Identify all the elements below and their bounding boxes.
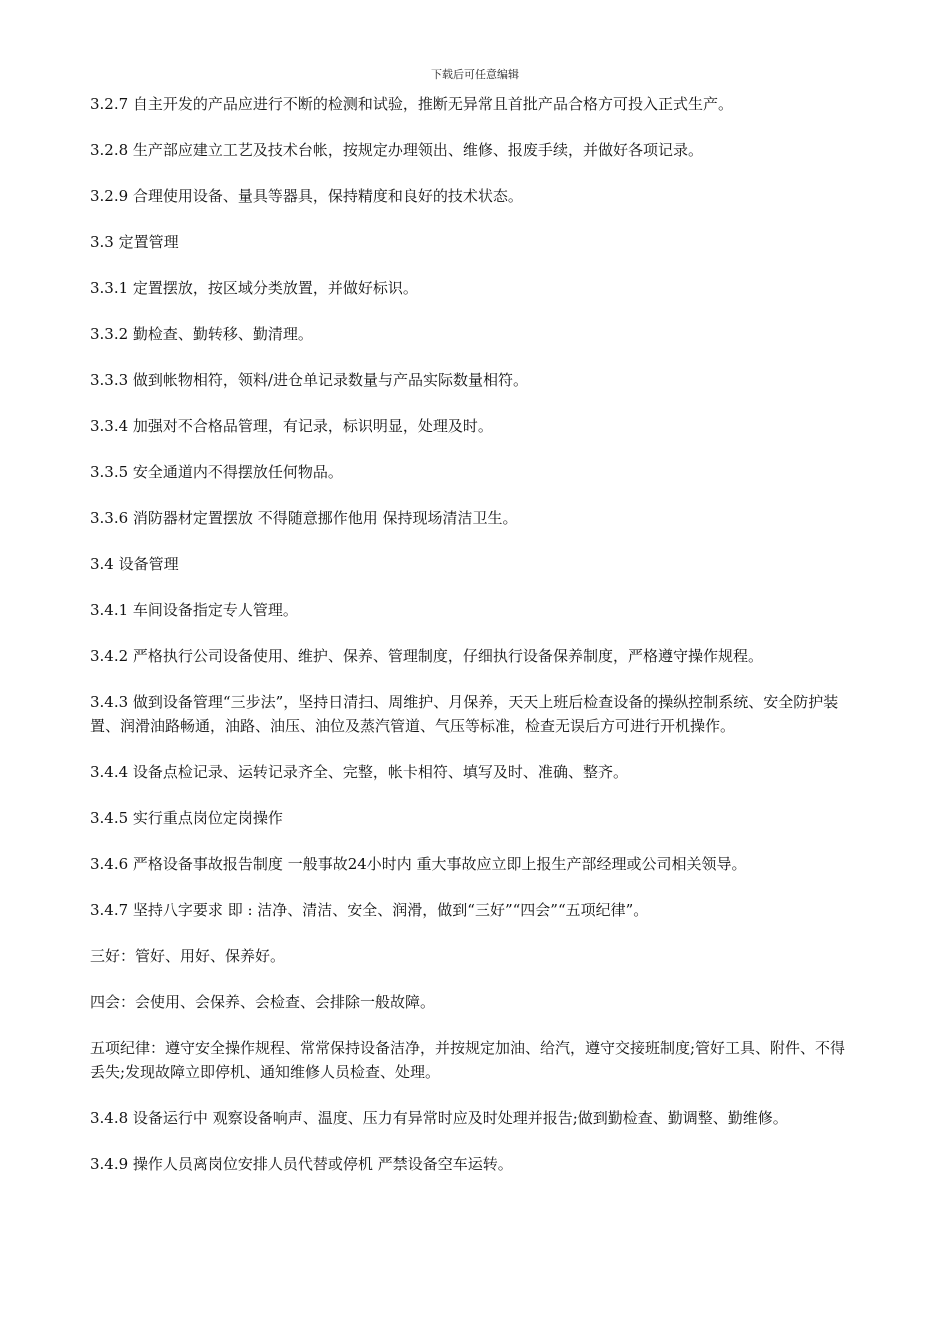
paragraph-3-4-2: 3.4.2 严格执行公司设备使用、维护、保养、管理制度，仔细执行设备保养制度，严格遵守操作规程。	[90, 647, 763, 665]
paragraph-3-4-9: 3.4.9 操作人员离岗位安排人员代替或停机 严禁设备空车运转。	[90, 1155, 513, 1173]
paragraph-3-4-8: 3.4.8 设备运行中 观察设备响声、温度、压力有异常时应及时处理并报告;做到勤检查、勤调整、勤维修。	[90, 1109, 788, 1127]
paragraph-3-3-6: 3.3.6 消防器材定置摆放 不得随意挪作他用 保持现场清洁卫生。	[90, 509, 518, 527]
paragraph-3-2-7: 3.2.7 自主开发的产品应进行不断的检测和试验，推断无异常且首批产品合格方可投入正式生产。	[90, 95, 733, 113]
paragraph-five-disciplines: 五项纪律：遵守安全操作规程、常常保持设备洁净，并按规定加油、给汽，遵守交接班制度;管好工具、附件、不得丢失;发现故障立即停机、通知维修人员检查、处理。	[90, 1039, 846, 1081]
paragraph-3-4-7: 3.4.7 坚持八字要求 即 : 洁净、清洁、安全、润滑，做到“三好”“四会”“五项纪律”。	[90, 901, 649, 919]
paragraph-3-4-3: 3.4.3 做到设备管理“三步法”，坚持日清扫、周维护、月保养，天天上班后检查设备的操纵控制系统、安全防护装置、润滑油路畅通，油路、油压、油位及蒸汽管道、气压等标准，检查无误后方可进行开机操作。	[90, 693, 839, 735]
paragraph-3-4-4: 3.4.4 设备点检记录、运转记录齐全、完整，帐卡相符、填写及时、准确、整齐。	[90, 763, 628, 781]
paragraph-3-3-4: 3.3.4 加强对不合格品管理，有记录，标识明显，处理及时。	[90, 417, 493, 435]
paragraph-four-can: 四会：会使用、会保养、会检查、会排除一般故障。	[90, 993, 436, 1011]
paragraph-3-4-6: 3.4.6 严格设备事故报告制度 一般事故24小时内 重大事故应立即上报生产部经理或公司相关领导。	[90, 855, 747, 873]
paragraph-3-2-8: 3.2.8 生产部应建立工艺及技术台帐，按规定办理领出、维修、报废手续，并做好各项记录。	[90, 141, 703, 159]
header-note: 下载后可任意编辑	[431, 68, 519, 81]
paragraph-3-3-2: 3.3.2 勤检查、勤转移、勤清理。	[90, 325, 313, 343]
paragraph-3-4-1: 3.4.1 车间设备指定专人管理。	[90, 601, 298, 619]
paragraph-3-3-1: 3.3.1 定置摆放，按区域分类放置，并做好标识。	[90, 279, 418, 297]
paragraph-three-good: 三好：管好、用好、保养好。	[90, 947, 286, 965]
section-heading-3-3: 3.3 定置管理	[90, 233, 179, 251]
document-body	[90, 92, 860, 1198]
paragraph-3-2-9: 3.2.9 合理使用设备、量具等器具，保持精度和良好的技术状态。	[90, 187, 523, 205]
paragraph-3-3-5: 3.3.5 安全通道内不得摆放任何物品。	[90, 463, 343, 481]
paragraph-3-4-5: 3.4.5 实行重点岗位定岗操作	[90, 809, 283, 827]
section-heading-3-4: 3.4 设备管理	[90, 555, 179, 573]
paragraph-3-3-3: 3.3.3 做到帐物相符，领料/进仓单记录数量与产品实际数量相符。	[90, 371, 528, 389]
